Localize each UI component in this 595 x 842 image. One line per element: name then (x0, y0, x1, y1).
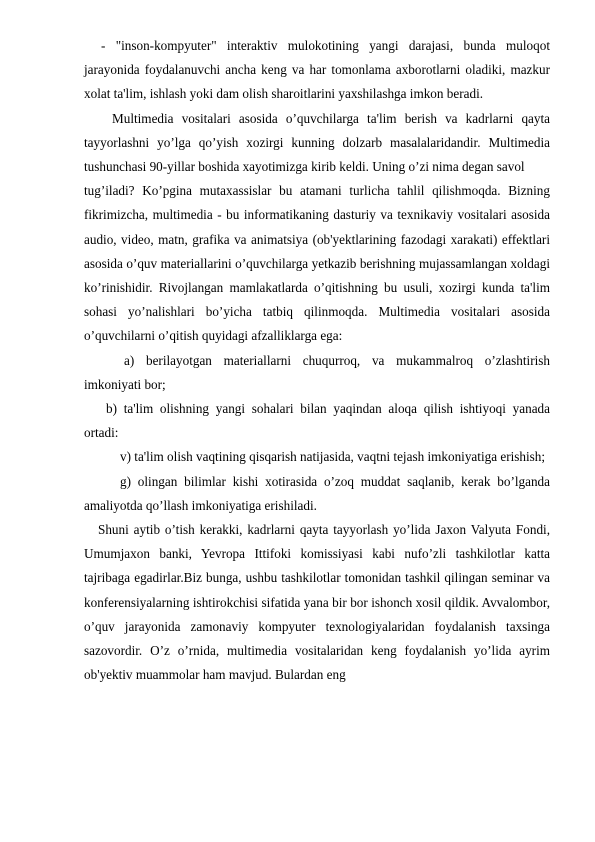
list-item-a: a) berilayotgan materiallarni chuqurroq, va mukammalroq o’zlashtirish imkoniyati bor; (84, 352, 550, 392)
list-item-g: g) olingan bilimlar kishi xotirasida o’zoq muddat saqlanib, kerak bo’lganda amaliyotda qo’llash imkoniyatiga erishiladi. (84, 473, 550, 513)
paragraph-multimedia-intro: Multimedia vositalari asosida o’quvchilarga ta'lim berish va kadrlarni qayta tayyorlashni yo’lga qo’yish xozirgi kunning dolzarb masalalaridandir. Multimedia tushunchasi 90-yillar boshida xayotimizga kirib keldi. Uning o’zi nima degan savol (84, 110, 550, 175)
paragraph-definition: tug’iladi? Ko’pgina mutaxassislar bu atamani turlicha tahlil qilishmoqda. Bizning fikrimizcha, multimedia - bu informatikaning dasturiy va texnikaviy vositalari asosida audio, video, matn, grafika va animatsiya (ob'yektlarining fazodagi xarakati) effektlari asosida o’quv materiallarini o’quvchilarga yetkazib berishning mujassamlangan xoldagi ko’rinishidir. Rivojlangan mamlakatlarda o’qitishning bu usuli, xozirgi kunda ta'lim sohasi yo’nalishlari bo’yicha tatbiq qilinmoqda. Multimedia vositalari asosida o’quvchilarni o’qitish quyidagi afzalliklarga ega: (84, 183, 550, 344)
list-item-v: v) ta'lim olish vaqtining qisqarish natijasida, vaqtni tejash imkoniyatiga erishish; (120, 449, 546, 465)
body-text (84, 34, 550, 687)
paragraph-intro-dash: - "inson-kompyuter" interaktiv mulokotining yangi darajasi, bunda muloqot jarayonida foydalanuvchi ancha keng va har tomonlama axborotlarni oladiki, mazkur xolat ta'lim, ishlash yoki dam olish sharoitlarini yaxshilashga imkon beradi. (84, 38, 550, 102)
paragraph-organizations: Shuni aytib o’tish kerakki, kadrlarni qayta tayyorlash yo’lida Jaxon Valyuta Fondi, Umumjaxon banki, Yevropa Ittifoki komissiyasi kabi nufo’zli tashkilotlar katta tajribaga egadirlar.Biz bunga, ushbu tashkilotlar tomonidan tashkil qilingan seminar va konferensiyalarning ishtirokchisi sifatida yana bir bor ishonch xosil qildik. Avvalombor, o’quv jarayonida zamonaviy kompyuter texnologiyalaridan foydalanish taxsinga sazovordir. O’z o’rnida, multimedia vositalaridan keng foydalanish yo’lida ayrim ob'yektiv muammolar ham mavjud. Bulardan eng (84, 522, 550, 683)
list-item-b: b) ta'lim olishning yangi sohalari bilan yaqindan aloqa qilish ishtiyoqi yanada ortadi: (84, 401, 550, 441)
